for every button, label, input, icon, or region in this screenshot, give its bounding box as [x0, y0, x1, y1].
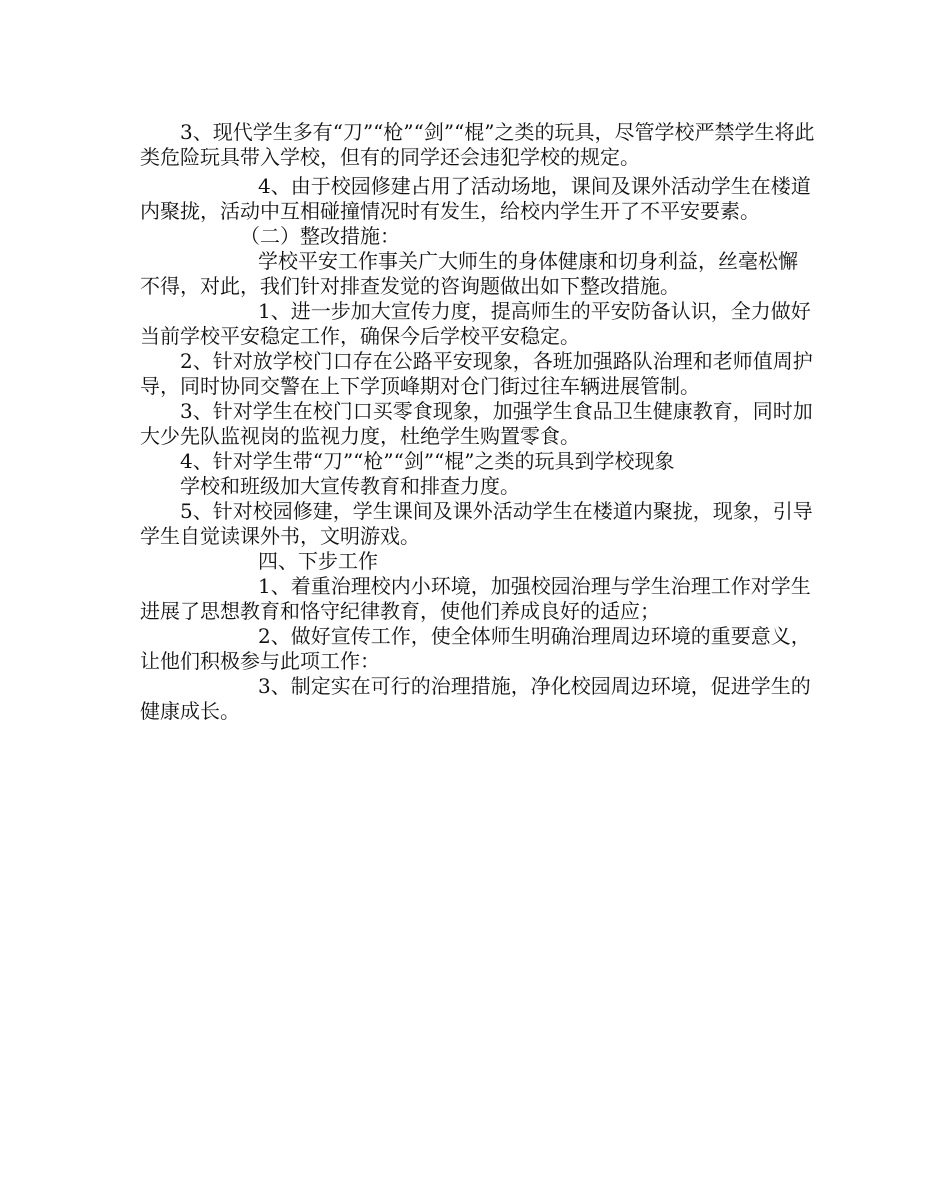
paragraph: 1、着重治理校内小环境，加强校园治理与学生治理工作对学生进展了思想教育和恪守纪律教育，使他们养成良好的适应；	[140, 574, 811, 623]
paragraph: 4、由于校园修建占用了活动场地，课间及课外活动学生在楼道内聚拢，活动中互相碰撞情况时有发生，给校内学生开了不平安要素。	[140, 174, 811, 223]
paragraph: 学校平安工作事关广大师生的身体健康和切身利益，丝毫松懈不得，对此，我们针对排查发觉的咨询题做出如下整改措施。	[140, 249, 798, 298]
section-heading: 四、下步工作	[258, 549, 378, 573]
document-body	[140, 120, 815, 724]
paragraph: 1、进一步加大宣传力度，提高师生的平安防备认识，全力做好当前学校平安稳定工作，确保今后学校平安稳定。	[140, 299, 811, 348]
paragraph: 2、做好宣传工作，使全体师生明确治理周边环境的重要意义，让他们积极参与此项工作：	[140, 624, 811, 673]
paragraph: 4、针对学生带“刀”“枪”“剑”“棍”之类的玩具到学校现象	[180, 449, 675, 473]
paragraph: 3、制定实在可行的治理措施，净化校园周边环境，促进学生的健康成长。	[140, 674, 811, 723]
paragraph: 3、针对学生在校门口买零食现象，加强学生食品卫生健康教育，同时加大少先队监视岗的监视力度，杜绝学生购置零食。	[140, 399, 813, 448]
section-heading: （二）整改措施：	[240, 224, 400, 248]
paragraph: 学校和班级加大宣传教育和排查力度。	[180, 474, 520, 498]
paragraph: 3、现代学生多有“刀”“枪”“剑”“棍”之类的玩具，尽管学校严禁学生将此类危险玩具带入学校，但有的同学还会违犯学校的规定。	[140, 120, 815, 169]
paragraph: 2、针对放学校门口存在公路平安现象，各班加强路队治理和老师值周护导，同时协同交警在上下学顶峰期对仓门街过往车辆进展管制。	[140, 349, 813, 398]
paragraph: 5、针对校园修建，学生课间及课外活动学生在楼道内聚拢，现象，引导学生自觉读课外书，文明游戏。	[140, 499, 813, 548]
